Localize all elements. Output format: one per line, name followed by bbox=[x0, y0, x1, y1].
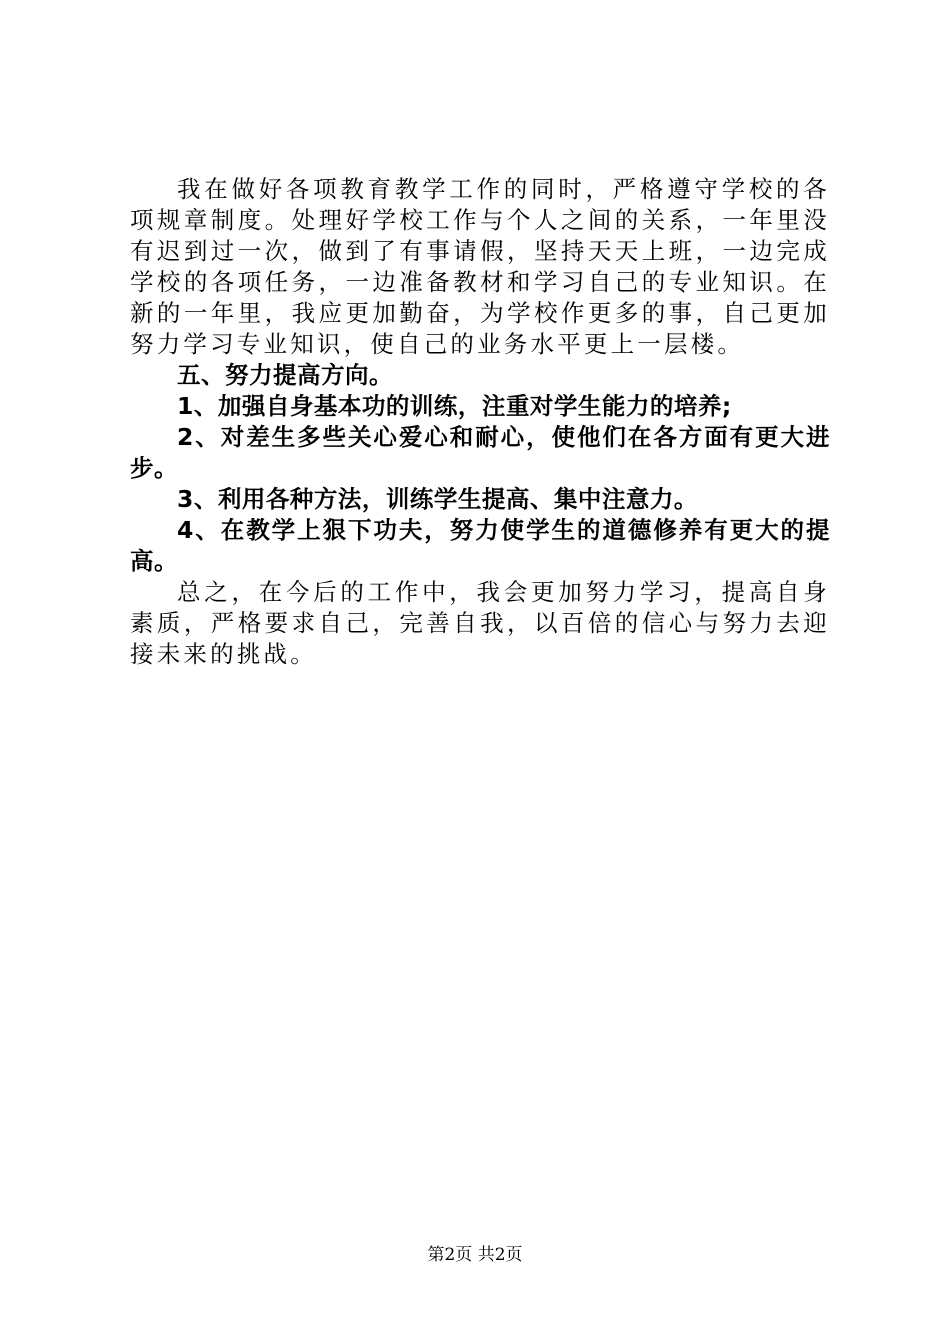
paragraph-conclusion: 总之，在今后的工作中，我会更加努力学习，提高自身素质，严格要求自己，完善自我，以百倍的信心与努力去迎接未来的挑战。 bbox=[130, 578, 830, 668]
paragraph-work-discipline: 我在做好各项教育教学工作的同时，严格遵守学校的各项规章制度。处理好学校工作与个人之间的关系，一年里没有迟到过一次，做到了有事请假，坚持天天上班，一边完成学校的各项任务，一边准备教材和学习自己的专业知识。在新的一年里，我应更加勤奋，为学校作更多的事，自己更加努力学习专业知识，使自己的业务水平更上一层楼。 bbox=[130, 175, 830, 358]
document-body bbox=[130, 174, 830, 670]
section-heading-improvement: 五、努力提高方向。 bbox=[177, 361, 393, 389]
list-item-2: 2、对差生多些关心爱心和耐心，使他们在各方面有更大进步。 bbox=[130, 423, 830, 482]
page-footer: 第2页 共2页 bbox=[427, 1245, 523, 1265]
list-item-3: 3、利用各种方法，训练学生提高、集中注意力。 bbox=[177, 485, 698, 513]
list-item-1: 1、加强自身基本功的训练，注重对学生能力的培养; bbox=[177, 392, 732, 420]
list-item-4: 4、在教学上狠下功夫，努力使学生的道德修养有更大的提高。 bbox=[130, 516, 830, 575]
